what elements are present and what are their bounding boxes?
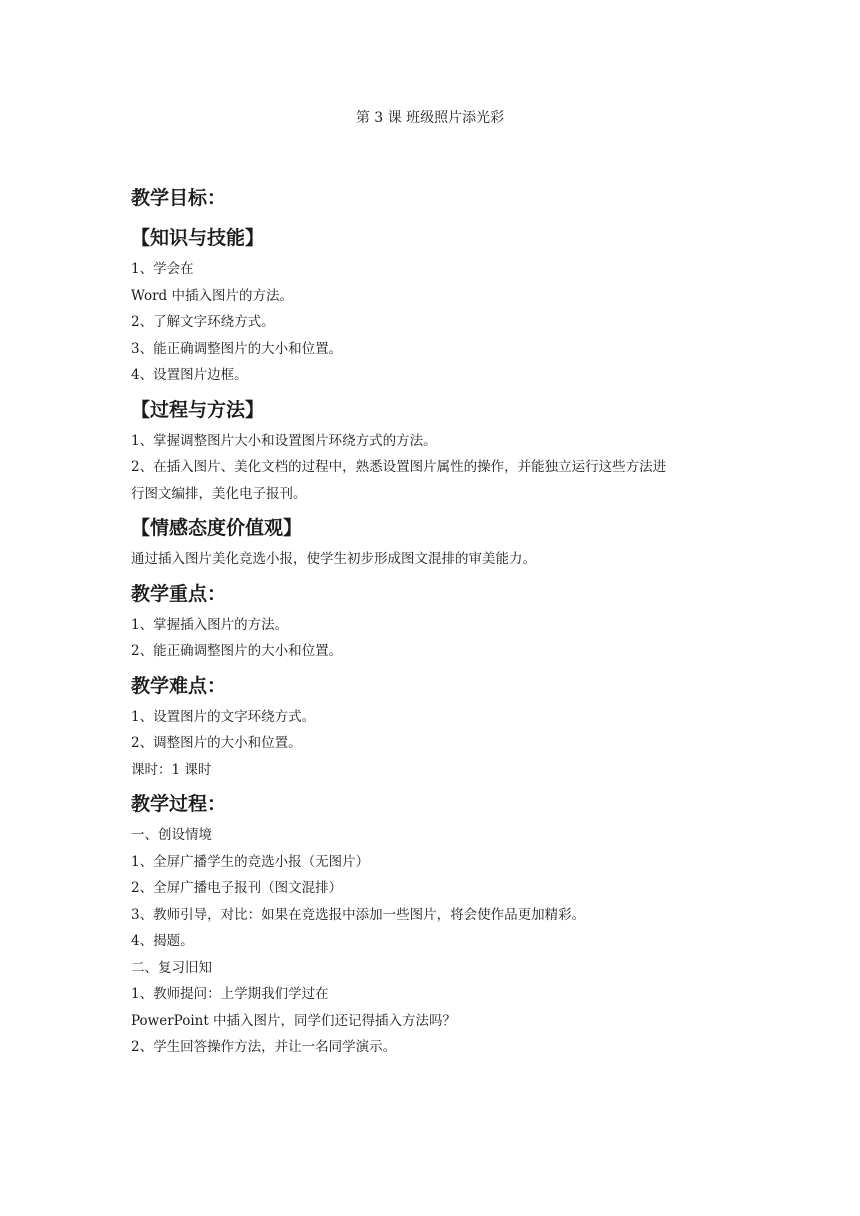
key-point-line: 2、能正确调整图片的大小和位置。 (131, 643, 343, 659)
process-line: 1、掌握调整图片大小和设置图片环绕方式的方法。 (131, 432, 437, 449)
procedure-line: 1、教师提问：上学期我们学过在 (131, 986, 329, 1002)
difficulty-line: 2、调整图片的大小和位置。 (131, 735, 302, 751)
procedure-line: 3、教师引导，对比：如果在竞选报中添加一些图片，将会使作品更加精彩。 (131, 906, 586, 923)
knowledge-line: 1、学会在 (131, 261, 194, 277)
knowledge-line: 4、设置图片边框。 (131, 367, 248, 383)
procedure-line: PowerPoint 中插入图片，同学们还记得插入方法吗？ (131, 1012, 457, 1029)
procedure-line: 2、全屏广播电子报刊（图文混排） (131, 880, 343, 896)
key-point-line: 1、掌握插入图片的方法。 (131, 616, 289, 633)
procedure-line: 4、揭题。 (131, 933, 194, 949)
difficulty-line: 1、设置图片的文字环绕方式。 (131, 708, 316, 725)
process-line: 2、在插入图片、美化文档的过程中，熟悉设置图片属性的操作，并能独立运行这些方法进 (131, 459, 667, 475)
process-line: 行图文编排，美化电子报刊。 (131, 485, 307, 502)
emotion-values-heading: 【情感态度价值观】 (131, 517, 303, 539)
procedure-line: 1、全屏广播学生的竞选小报（无图片） (131, 853, 370, 870)
emotion-line: 通过插入图片美化竞选小报，使学生初步形成图文混排的审美能力。 (131, 551, 536, 567)
lesson-title: 第 3 课 班级照片添光彩 (355, 110, 505, 126)
process-methods-heading: 【过程与方法】 (131, 398, 265, 421)
teaching-goals-heading: 教学目标： (131, 187, 227, 209)
knowledge-line: Word 中插入图片的方法。 (131, 287, 293, 304)
procedure-line: 二、复习旧知 (131, 959, 212, 976)
knowledge-line: 2、了解文字环绕方式。 (131, 314, 275, 330)
knowledge-line: 3、能正确调整图片的大小和位置。 (131, 340, 343, 357)
procedure-line: 一、创设情境 (131, 827, 212, 843)
class-hours-line: 课时：1 课时 (131, 761, 212, 778)
document-body (131, 184, 741, 1061)
difficulties-heading: 教学难点： (131, 674, 227, 697)
key-points-heading: 教学重点： (131, 582, 227, 605)
knowledge-skills-heading: 【知识与技能】 (131, 227, 265, 249)
teaching-procedure-heading: 教学过程： (131, 793, 227, 815)
procedure-line: 2、学生回答操作方法，并让一名同学演示。 (131, 1039, 397, 1055)
